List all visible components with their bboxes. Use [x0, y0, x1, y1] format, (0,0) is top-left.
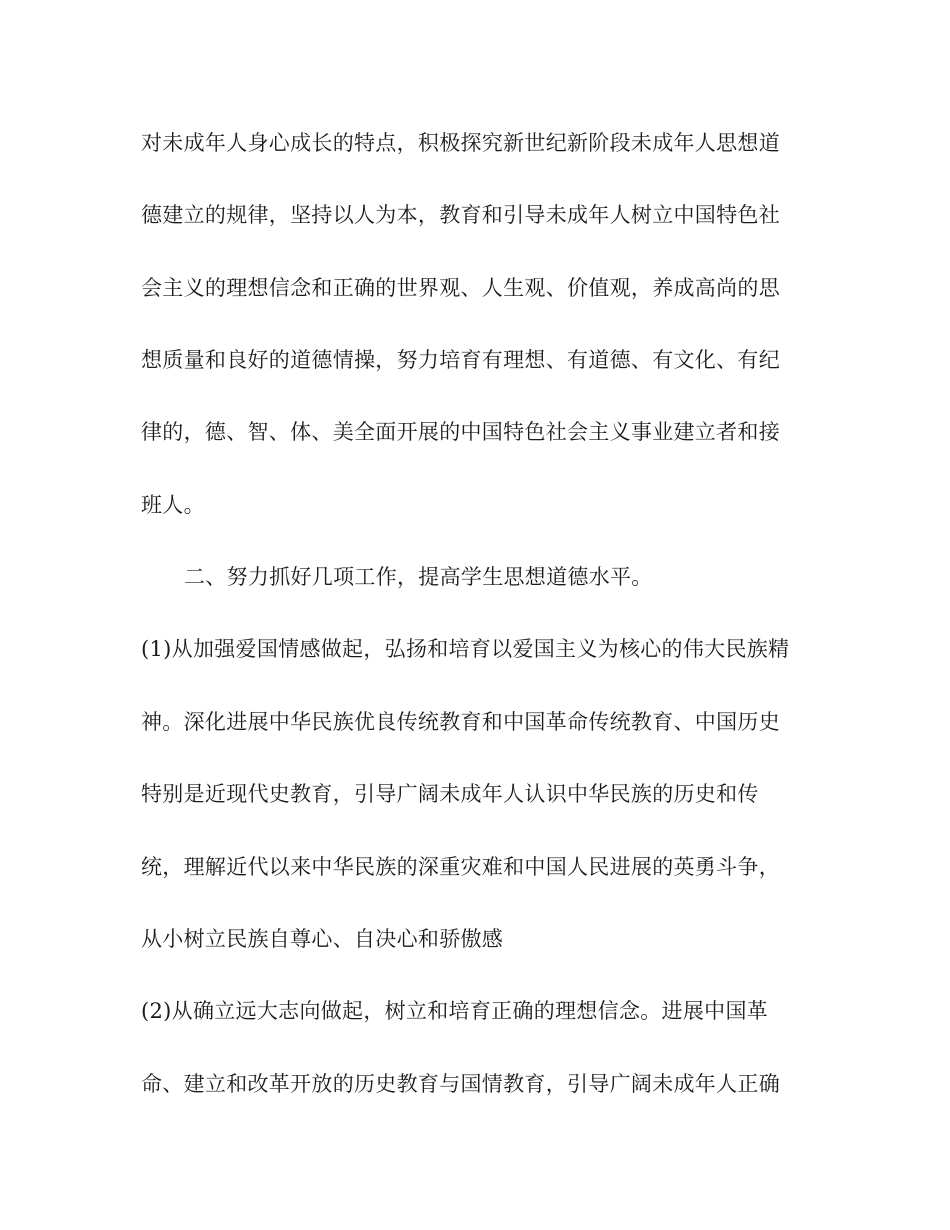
body-text-line: 统，理解近代以来中华民族的深重灾难和中国人民进展的英勇斗争，: [141, 855, 780, 879]
body-text-line: 特别是近现代史教育，引导广阔未成年人认识中华民族的历史和传: [141, 782, 759, 806]
body-text-line: (2)从确立远大志向做起，树立和培育正确的理想信念。进展中国革: [141, 999, 769, 1023]
body-text-line: 想质量和良好的道德情操，努力培育有理想、有道德、有文化、有纪: [141, 348, 780, 372]
body-text-line: 律的，德、智、体、美全面开展的中国特色社会主义事业建立者和接: [141, 420, 780, 444]
body-text-line: (1)从加强爱国情感做起，弘扬和培育以爱国主义为核心的伟大民族精: [141, 637, 790, 661]
body-text-line: 会主义的理想信念和正确的世界观、人生观、价值观，养成高尚的思: [141, 276, 780, 300]
body-text-line: 德建立的规律，坚持以人为本，教育和引导未成年人树立中国特色社: [141, 203, 780, 227]
section-heading: 二、努力抓好几项工作，提高学生思想道德水平。: [184, 565, 653, 589]
body-text-line: 班人。: [141, 493, 205, 517]
body-text-line: 从小树立民族自尊心、自决心和骄傲感: [141, 927, 504, 951]
body-text-line: 神。深化进展中华民族优良传统教育和中国革命传统教育、中国历史: [141, 710, 780, 734]
body-text-line: 命、建立和改革开放的历史教育与国情教育，引导广阔未成年人正确: [141, 1072, 780, 1096]
body-text-line: 对未成年人身心成长的特点，积极探究新世纪新阶段未成年人思想道: [141, 131, 780, 155]
